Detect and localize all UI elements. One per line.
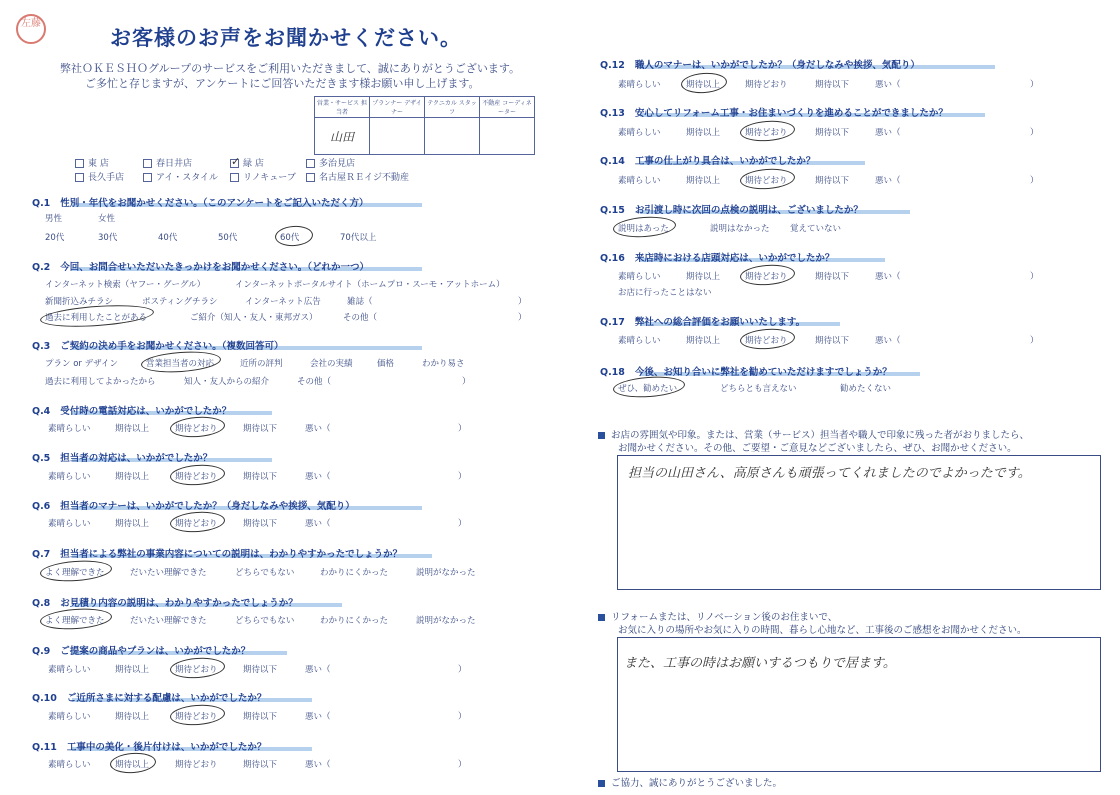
question-label: 担当者のマナーは、いかがでしたか？（身だしなみや挨拶、気配り） [60,501,355,512]
comment1-answer: 担当の山田さん、高原さんも頑張ってくれましたのでよかったです。 [628,466,1031,481]
answer-option[interactable]: ） [1030,176,1039,186]
square-bullet-icon [598,432,605,439]
answer-option[interactable]: ご紹介（知人・友人・東邦ガス） [190,313,318,323]
answer-option[interactable]: 素晴らしい [618,272,661,282]
question-number: Q.16 [600,253,625,264]
selection-circle [169,415,225,439]
question-label: 工事中の美化・後片付けは、いかがでしたか？ [66,742,267,753]
checkbox[interactable] [143,159,152,168]
seal-stamp: 左藤 [16,14,46,44]
answer-option[interactable]: 悪い（ [875,80,901,90]
store-option[interactable]: アイ・スタイル [143,170,218,183]
store-option[interactable]: 多治見店 [306,156,355,169]
answer-option[interactable]: どちらでもない [235,616,295,626]
question-number: Q.9 [32,646,51,657]
answer-option[interactable]: ） [518,297,527,307]
selection-circle [739,119,795,143]
answer-option[interactable]: 悪い（ [305,424,331,434]
answer-option[interactable]: わかりにくかった [320,616,389,626]
answer-option[interactable]: 期待どおり [745,272,788,282]
answer-option[interactable]: 期待以上 [115,712,150,722]
question-label: お見積り内容の説明は、わかりやすかったでしょうか？ [60,598,298,609]
staff-value [480,118,535,155]
comment1-box[interactable] [617,455,1101,590]
staff-header: 営業・サービス 担当者 [315,97,370,118]
answer-option[interactable]: 説明がなかった [416,616,476,626]
answer-option[interactable]: インターネットポータルサイト（ホームプロ・スーモ・アットホーム） [235,280,505,290]
selection-circle [169,463,225,487]
checkbox[interactable] [143,173,152,182]
question-label: ご近所さまに対する配慮は、いかがでしたか？ [66,693,267,704]
question-number: Q.5 [32,453,51,464]
footer-thanks: ご協力、誠にありがとうございました。 [598,775,782,789]
answer-option[interactable]: 期待どおり [175,760,218,770]
staff-header: プランナー デザイナー [370,97,425,118]
answer-option[interactable]: 素晴らしい [48,519,91,529]
store-option[interactable]: 名古屋ＲＥイジ不動産 [306,170,409,183]
answer-option[interactable]: 期待以上 [686,128,721,138]
answer-option[interactable]: だいたい理解できた [130,568,207,578]
selection-circle [612,375,685,400]
answer-option[interactable]: 70代以上 [340,233,377,243]
answer-option[interactable]: 素晴らしい [618,128,661,138]
answer-option[interactable]: ） [1030,336,1039,346]
answer-option[interactable]: プラン or デザイン [45,359,119,369]
page-title: お客様のお声をお聞かせください。 [110,26,462,50]
answer-option[interactable]: 期待以下 [815,80,850,90]
answer-option[interactable]: 期待どおり [745,128,788,138]
answer-option[interactable]: 勧めたくない [840,384,892,394]
question-text [600,202,863,216]
question-text [600,153,815,167]
answer-option[interactable]: 悪い（ [305,519,331,529]
question-text [600,364,892,378]
selection-circle [739,327,795,351]
question-text [32,403,231,417]
question-number: Q.2 [32,262,51,273]
answer-option[interactable]: 説明はなかった [710,224,770,234]
question-label: 工事の仕上がり具合は、いかがでしたか？ [634,156,816,167]
answer-option[interactable]: 説明がなかった [416,568,476,578]
answer-option[interactable]: 30代 [98,233,118,243]
comment2-answer: また、工事の時はお願いするつもりで居ます。 [624,656,896,671]
question-text [600,105,948,119]
store-option[interactable]: ✓ 緑 店 [231,155,264,169]
answer-option[interactable]: 期待どおり [175,519,218,529]
answer-option[interactable]: ） [458,472,467,482]
answer-option[interactable]: どちらとも言えない [720,384,797,394]
question-number: Q.11 [32,742,57,753]
answer-option[interactable]: 期待どおり [745,336,788,346]
answer-option[interactable]: 期待以上 [686,176,721,186]
question-text [32,498,355,512]
comment2-prompt: リフォームまたは、リノベーション後のお住まいで、 [598,609,837,623]
answer-option[interactable]: 悪い（ [875,272,901,282]
staff-header: テクニカル スタッフ [425,97,480,118]
answer-option[interactable]: 期待以下 [243,760,278,770]
checkbox[interactable] [306,159,315,168]
question-label: 性別・年代をお聞かせください。（このアンケートをご記入いただく方） [60,198,369,209]
question-text [32,643,250,657]
checkbox[interactable]: ✓ [231,155,241,168]
answer-option[interactable]: 期待以下 [243,519,278,529]
answer-option[interactable]: だいたい理解できた [130,616,207,626]
answer-option[interactable]: 営業担当者の対応 [146,359,215,369]
checkbox[interactable] [75,159,84,168]
selection-circle [140,349,221,375]
question-label: 職人のマナーは、いかがでしたか？（身だしなみや挨拶、気配り） [634,60,920,71]
answer-option[interactable]: 男性 [45,214,63,224]
selection-circle [739,263,795,287]
answer-option[interactable]: 悪い（ [305,472,331,482]
question-number: Q.7 [32,549,51,560]
answer-option[interactable]: 期待以上 [115,519,150,529]
selection-circle [169,656,225,680]
answer-option[interactable]: ） [518,313,527,323]
answer-option[interactable]: 素晴らしい [618,336,661,346]
selection-circle [109,751,156,774]
answer-option[interactable]: 素晴らしい [48,760,91,770]
answer-option[interactable]: その他（ [343,313,378,323]
answer-option[interactable]: どちらでもない [235,568,295,578]
selection-circle [169,703,225,727]
answer-option[interactable]: 期待以下 [815,272,850,282]
answer-option[interactable]: 期待以上 [686,80,721,90]
question-number: Q.13 [600,108,625,119]
staff-value: 山田 [315,118,370,155]
answer-option[interactable]: 期待どおり [175,712,218,722]
question-label: 弊社への総合評価をお願いいたします。 [634,317,806,328]
answer-option[interactable]: ） [462,377,471,387]
answer-option[interactable]: 悪い（ [875,336,901,346]
question-number: Q.10 [32,693,57,704]
answer-option[interactable]: 期待どおり [175,665,218,675]
question-label: お引渡し時に次回の点検の説明は、ございましたか？ [634,205,863,216]
answer-option[interactable]: よく理解できた [45,568,105,578]
answer-option[interactable]: 素晴らしい [618,80,661,90]
answer-option[interactable]: 価格 [377,359,395,369]
comment1-prompt: お聞かせください。その他、ご要望・ご意見などございましたら、ぜひ、お聞かせください。 [618,443,1017,454]
answer-option[interactable]: 悪い（ [305,665,331,675]
question-label: 受付時の電話対応は、いかがでしたか？ [60,406,232,417]
answer-option[interactable]: 過去に利用したことがある [45,313,148,323]
answer-option[interactable]: 期待どおり [175,472,218,482]
comment2-prompt: お気に入りの場所やお気に入りの時間、暮らし心地など、工事後のご感想をお聞かせください。 [618,625,1027,636]
answer-option[interactable]: 覚えていない [790,224,842,234]
answer-option[interactable]: ） [1030,272,1039,282]
selection-circle [680,71,727,94]
answer-option[interactable]: 期待以上 [115,472,150,482]
question-number: Q.14 [600,156,625,167]
selection-circle [739,167,795,191]
answer-option[interactable]: ） [1030,128,1039,138]
question-text [32,690,266,704]
question-number: Q.1 [32,198,51,209]
selection-circle [39,559,112,584]
question-label: 担当者の対応は、いかがでしたか？ [60,453,213,464]
question-label: ご提案の商品やプランは、いかがでしたか？ [60,646,251,657]
answer-option[interactable]: ） [458,519,467,529]
answer-option[interactable]: 20代 [45,233,65,243]
answer-option[interactable]: 60代 [280,233,300,243]
answer-option[interactable]: ） [458,424,467,434]
question-number: Q.6 [32,501,51,512]
question-label: 来店時における店頭対応は、いかがでしたか？ [634,253,835,264]
answer-option[interactable]: 期待以上 [686,336,721,346]
answer-option[interactable]: 素晴らしい [48,424,91,434]
answer-option[interactable]: 50代 [218,233,238,243]
question-text [32,259,369,273]
answer-option[interactable]: 期待以上 [115,424,150,434]
answer-option[interactable]: ） [1030,80,1039,90]
answer-option[interactable]: 素晴らしい [48,665,91,675]
answer-option[interactable]: 雑誌（ [347,297,373,307]
answer-option[interactable]: 近所の評判 [240,359,283,369]
store-option[interactable]: リノキューブ [230,170,296,183]
question-number: Q.12 [600,60,625,71]
square-bullet-icon [598,780,605,787]
store-option[interactable]: 春日井店 [143,156,192,169]
question-text [32,450,212,464]
question-number: Q.4 [32,406,51,417]
staff-table [314,96,535,155]
store-option[interactable]: 東 店 [75,156,109,169]
answer-option[interactable]: 期待以下 [815,128,850,138]
answer-option[interactable]: 素晴らしい [48,712,91,722]
question-number: Q.17 [600,317,625,328]
selection-circle [169,510,225,534]
staff-header: 不動産 コーディネーター [480,97,535,118]
answer-option[interactable]: 期待どおり [745,80,788,90]
answer-option[interactable]: 期待以上 [115,760,150,770]
question-number: Q.8 [32,598,51,609]
answer-option[interactable]: わかりにくかった [320,568,389,578]
intro-line-1: 弊社ＯＫＥＳＨＯグループのサービスをご利用いただきまして、誠にありがとうございます。 [60,62,521,75]
checkbox[interactable] [306,173,315,182]
answer-option[interactable]: 悪い（ [305,760,331,770]
checkbox[interactable] [75,173,84,182]
answer-option[interactable]: 40代 [158,233,178,243]
selection-circle [39,607,112,632]
staff-value [425,118,480,155]
question-text [600,57,920,71]
answer-option[interactable]: 期待以下 [243,712,278,722]
question-text [32,338,284,352]
checkbox[interactable] [230,173,239,182]
question-number: Q.15 [600,205,625,216]
square-bullet-icon [598,614,605,621]
question-text [32,546,402,560]
question-label: 今回、お問合せいただいたきっかけをお聞かせください。（どれか一つ） [60,262,370,273]
answer-option[interactable]: 会社の実績 [310,359,353,369]
question-text [32,739,266,753]
answer-option[interactable]: 説明はあった [618,224,669,234]
answer-option[interactable]: 期待以下 [243,424,278,434]
question-number: Q.3 [32,341,51,352]
question-label: 安心してリフォーム工事・お住まいづくりを進めることができましたか？ [634,108,948,119]
answer-option[interactable]: インターネット広告 [245,297,321,307]
answer-option[interactable]: 素晴らしい [48,472,91,482]
intro-line-2: ご多忙と存じますが、アンケートにご回答いただきます様お願い申し上げます。 [85,77,480,90]
answer-option[interactable]: ） [458,712,467,722]
selection-circle [612,215,676,239]
answer-option[interactable]: わかり易さ [422,359,465,369]
answer-option[interactable]: ） [458,665,467,675]
question-label: 担当者による弊社の事業内容についての説明は、わかりやすかったでしょうか？ [60,549,403,560]
selection-circle [274,225,313,248]
answer-option[interactable]: 期待以下 [243,665,278,675]
store-option[interactable]: 長久手店 [75,170,124,183]
answer-option[interactable]: 期待以下 [815,336,850,346]
comment2-box[interactable] [617,637,1101,772]
comment1-prompt: お店の雰囲気や印象。または、営業（サービス）担当者や職人で印象に残った者がおりましたら、 [598,427,1029,441]
answer-option[interactable]: ぜひ、勧めたい [618,384,678,394]
answer-option[interactable]: ポスティングチラシ [142,297,218,307]
answer-option[interactable]: よく理解できた [45,616,105,626]
answer-option[interactable]: 悪い（ [875,176,901,186]
answer-option[interactable]: 悪い（ [875,128,901,138]
answer-option[interactable]: 過去に利用してよかったから [45,377,156,387]
answer-option[interactable]: 悪い（ [305,712,331,722]
question-text [600,314,805,328]
answer-option[interactable]: 期待以上 [115,665,150,675]
answer-option[interactable]: 期待どおり [745,176,788,186]
question-label: ご契約の決め手をお聞かせください。（複数回答可） [60,341,284,352]
answer-option[interactable]: 期待以下 [815,176,850,186]
question-text [32,595,298,609]
answer-option[interactable]: 知人・友人からの紹介 [184,377,270,387]
answer-option[interactable]: インターネット検索（ヤフー・グーグル） [45,280,206,290]
answer-option[interactable]: 期待以上 [686,272,721,282]
answer-option[interactable]: その他（ [297,377,332,387]
question-number: Q.18 [600,367,625,378]
answer-option[interactable]: 期待どおり [175,424,218,434]
question-label: 今後、お知り合いに弊社を勧めていただけますでしょうか？ [634,367,892,378]
staff-value [370,118,425,155]
answer-option[interactable]: 女性 [98,214,116,224]
answer-option[interactable]: 新聞折込みチラシ [45,297,114,307]
answer-option[interactable]: 期待以下 [243,472,278,482]
answer-option[interactable]: ） [458,760,467,770]
question-text [600,250,834,264]
answer-option[interactable]: お店に行ったことはない [618,288,712,298]
question-text [32,195,368,209]
answer-option[interactable]: 素晴らしい [618,176,661,186]
